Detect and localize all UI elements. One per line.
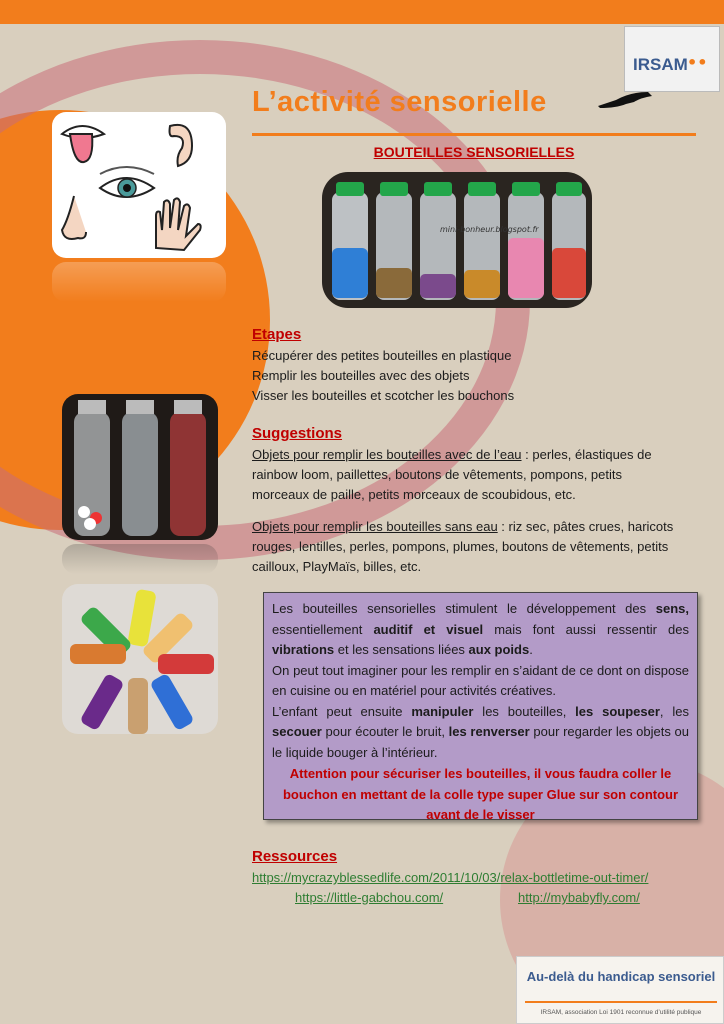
page-title: L’activité sensorielle — [252, 86, 547, 118]
dry-text-2: rouges, lentilles, perles, pompons, plumes, boutons de vêtements, petits — [252, 539, 669, 554]
water-label: Objets pour remplir les bouteilles avec de l’eau — [252, 447, 522, 462]
nose-icon — [62, 196, 86, 239]
etape-2: Remplir les bouteilles avec des objets — [252, 368, 470, 383]
ear-icon — [170, 125, 193, 166]
title-underline — [252, 133, 696, 136]
subtitle: BOUTEILLES SENSORIELLES — [373, 144, 575, 160]
irsam-logo — [624, 26, 720, 92]
mouth-tongue-icon — [62, 126, 104, 162]
colorful-bottles-photo — [62, 584, 218, 734]
etapes-list — [252, 346, 702, 406]
bottles-photo — [322, 172, 592, 308]
bottle-row — [332, 182, 586, 300]
resource-link-1[interactable]: https://mycrazyblessedlife.com/2011/10/03/relax-bottletime-out-timer/ — [252, 870, 649, 885]
footer-rule — [525, 1001, 717, 1003]
suggestions-heading: Suggestions — [252, 425, 343, 442]
info-paragraph-2: On peut tout imaginer pour les remplir en s’aidant de ce dont on dispose en cuisine ou en matériel pour activités créatives. — [272, 662, 689, 698]
footer-small-print: IRSAM, association Loi 1901 reconnue d’utilité publique — [540, 1009, 702, 1016]
resource-link-3[interactable]: http://mybabyfly.com/ — [518, 890, 640, 905]
info-paragraph-1: Les bouteilles sensorielles stimulent le développement des sens, essentiellement auditif et visuel mais font aussi ressentir des vibrations et les sensations liées aux poids. — [272, 601, 689, 657]
senses-reflection — [52, 262, 226, 302]
footer-banner — [516, 956, 724, 1024]
top-orange-bar — [0, 0, 724, 24]
logo-figures-icon: •• — [687, 53, 708, 72]
dry-label: Objets pour remplir les bouteilles sans eau — [252, 519, 498, 534]
etape-3: Visser les bouteilles et scotcher les bouchons — [252, 388, 515, 403]
glitter-bottles-reflection — [62, 544, 218, 574]
water-text-3: morceaux de paille, petits morceaux de scoubidous, etc. — [252, 487, 576, 502]
resource-link-2[interactable]: https://little-gabchou.com/ — [295, 890, 444, 905]
suggestion-water — [252, 445, 702, 505]
eye-icon — [100, 167, 154, 197]
etapes-heading: Etapes — [252, 326, 302, 343]
safety-warning: Attention pour sécuriser les bouteilles, il vous faudra coller le bouchon en mettant de la colle type super Glue sur son contour avant de le visser — [282, 766, 679, 822]
photo-watermark: mini-bonheur.blogspot.fr — [440, 225, 539, 234]
footer-title: Au-delà du handicap sensoriel — [526, 969, 716, 984]
logo-text: IRSAM — [633, 55, 688, 74]
dry-text-3: cailloux, PlayMaïs, billes, etc. — [252, 559, 422, 574]
hand-touch-icon — [156, 198, 201, 250]
ressources-heading: Ressources — [252, 848, 338, 865]
glitter-bottles-photo — [62, 394, 218, 540]
suggestion-dry — [252, 517, 702, 577]
water-text-1: : perles, élastiques de — [521, 447, 652, 462]
senses-illustration — [52, 112, 226, 258]
dry-text-1: : riz sec, pâtes crues, haricots — [497, 519, 674, 534]
etape-1: Récupérer des petites bouteilles en plastique — [252, 348, 512, 363]
info-box — [263, 592, 698, 820]
hand-icon — [596, 88, 654, 110]
info-paragraph-3: L’enfant peut ensuite manipuler les bouteilles, les soupeser, les secouer pour écouter le bruit, les renverser pour regarder les objets ou le liquide bouger à l’intérieur. — [272, 703, 690, 760]
water-text-2: rainbow loom, paillettes, boutons de vêtements, pompons, petits — [252, 467, 622, 482]
